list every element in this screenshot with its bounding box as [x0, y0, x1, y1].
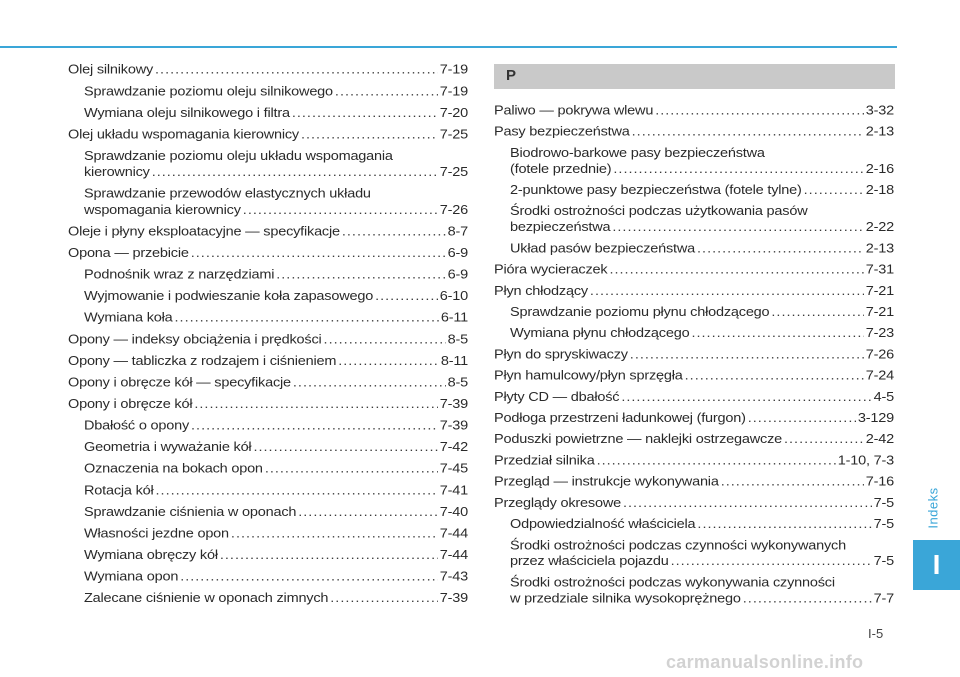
- leader-dots: [155, 62, 438, 78]
- index-entry[interactable]: [494, 453, 894, 469]
- index-entry[interactable]: [68, 148, 468, 180]
- index-entry-page: 7-23: [865, 326, 894, 341]
- index-entry-page: 7-40: [439, 505, 468, 520]
- index-entry-label: Opona — przebicie: [68, 246, 189, 261]
- index-entry-page: 7-16: [865, 475, 894, 490]
- leader-dots: [632, 124, 864, 140]
- index-entry[interactable]: [68, 483, 468, 499]
- index-entry[interactable]: [494, 411, 894, 427]
- index-entry[interactable]: [68, 547, 468, 563]
- index-entry-label: bezpieczeństwa: [510, 220, 611, 235]
- leader-dots: [156, 483, 438, 499]
- leader-dots: [784, 432, 864, 448]
- index-entry-label: Płyn do spryskiwaczy: [494, 347, 628, 362]
- index-entry-page: 8-11: [440, 354, 468, 369]
- index-entry-page: 6-11: [440, 310, 468, 326]
- index-entry-page: 6-9: [447, 246, 468, 261]
- index-entry[interactable]: [68, 526, 468, 542]
- index-entry-page: 7-45: [439, 461, 468, 477]
- index-entry-page: 7-39: [439, 418, 468, 434]
- index-entry-label: Opony i obręcze kół — specyfikacje: [68, 375, 291, 391]
- index-entry[interactable]: [494, 326, 894, 342]
- leader-dots: [276, 267, 445, 283]
- index-entry-label: Sprawdzanie poziomu oleju silnikowego: [84, 84, 333, 99]
- index-entry[interactable]: [494, 241, 894, 257]
- index-entry[interactable]: [494, 124, 894, 140]
- index-entry[interactable]: [68, 267, 468, 283]
- index-entry[interactable]: [494, 368, 894, 384]
- leader-dots: [685, 368, 864, 384]
- leader-dots: [265, 461, 438, 477]
- header-rule: [0, 46, 897, 48]
- index-entry-label: Pióra wycieraczek: [494, 262, 608, 278]
- leader-dots: [597, 453, 836, 469]
- index-entry-label: Własności jezdne opon: [84, 526, 229, 542]
- index-entry-label: Przeglądy okresowe: [494, 496, 621, 511]
- index-entry[interactable]: [68, 590, 468, 606]
- leader-dots: [338, 353, 439, 369]
- index-entry-page: 8-7: [447, 224, 468, 240]
- index-entry-label: Olej układu wspomagania kierownicy: [68, 127, 299, 142]
- index-entry-label: Przedział silnika: [494, 453, 595, 468]
- index-entry[interactable]: [494, 103, 894, 119]
- index-entry-page: 7-41: [439, 483, 468, 498]
- leader-dots: [612, 220, 863, 236]
- leader-dots: [298, 504, 438, 520]
- side-tab-label: [918, 478, 948, 538]
- leader-dots: [180, 569, 438, 585]
- leader-dots: [804, 183, 864, 199]
- index-entry[interactable]: [68, 504, 468, 520]
- leader-dots: [194, 396, 437, 412]
- leader-dots: [671, 554, 872, 570]
- index-entry[interactable]: [68, 127, 468, 143]
- index-entry[interactable]: [494, 204, 894, 236]
- leader-dots: [721, 474, 864, 490]
- index-entry-page: 7-19: [439, 84, 468, 99]
- index-entry-page: 4-5: [873, 390, 894, 405]
- leader-dots: [630, 347, 864, 363]
- index-entry-page: 7-19: [439, 62, 468, 78]
- index-entry-label: Olej silnikowy: [68, 62, 154, 78]
- index-entry[interactable]: [68, 396, 468, 412]
- index-entry[interactable]: [68, 375, 468, 391]
- index-entry-label: Oznaczenia na bokach opon: [84, 461, 263, 477]
- leader-dots: [697, 241, 864, 257]
- index-entry-label: Poduszki powietrzne — naklejki ostrzegawcze: [494, 432, 782, 447]
- index-entry-page: 7-20: [439, 106, 468, 121]
- index-entry-page: 6-9: [447, 267, 468, 283]
- index-entry[interactable]: [68, 461, 468, 477]
- index-entry-label: Geometria i wyważanie kół: [84, 440, 252, 455]
- leader-dots: [330, 590, 437, 606]
- leader-dots: [243, 202, 438, 218]
- index-entry-label: w przedziale silnika wysokoprężnego: [510, 591, 741, 606]
- index-entry-page: 7-5: [873, 554, 894, 569]
- leader-dots: [621, 389, 871, 405]
- index-entry-label: Wymiana oleju silnikowego i filtra: [84, 106, 290, 121]
- index-entry[interactable]: [68, 353, 468, 369]
- side-tab-letter-text: I: [932, 549, 941, 580]
- index-entry[interactable]: [494, 474, 894, 490]
- index-entry-label: Sprawdzanie poziomu płynu chłodzącego: [510, 305, 770, 320]
- index-entry-label-line1: Środki ostrożności podczas czynności wykonywanych: [510, 538, 846, 553]
- index-entry-label: Podłoga przestrzeni ładunkowej (furgon): [494, 411, 746, 426]
- index-entry-page: 7-5: [873, 496, 894, 511]
- index-entry-page: 7-44: [439, 548, 468, 563]
- leader-dots: [691, 326, 863, 342]
- index-entry[interactable]: [68, 186, 468, 218]
- index-entry[interactable]: [68, 332, 468, 348]
- index-entry[interactable]: [494, 262, 894, 278]
- index-entry-label: Opony — indeksy obciążenia i prędkości: [68, 332, 322, 347]
- index-entry-label: Rotacja kół: [84, 483, 154, 498]
- page-number: I-5: [868, 626, 884, 641]
- index-entry-page: 3-32: [865, 103, 894, 119]
- leader-dots: [342, 224, 446, 240]
- index-entry-page: 7-31: [865, 262, 894, 278]
- leader-dots: [609, 262, 863, 278]
- leader-dots: [175, 310, 439, 326]
- leader-dots: [590, 283, 864, 299]
- index-entry-label-line1: Sprawdzanie przewodów elastycznych układu: [84, 186, 371, 202]
- leader-dots: [697, 517, 871, 533]
- index-entry-page: 7-43: [439, 569, 468, 585]
- index-entry-label: przez właściciela pojazdu: [510, 554, 669, 569]
- index-entry-page: 7-42: [439, 440, 468, 455]
- leader-dots: [292, 105, 438, 121]
- index-entry-label: Wymiana płynu chłodzącego: [510, 326, 690, 341]
- index-column-left: [68, 62, 468, 612]
- index-entry-label-line1: Biodrowo-barkowe pasy bezpieczeństwa: [510, 146, 765, 161]
- index-entry-label: (fotele przednie): [510, 162, 612, 177]
- leader-dots: [152, 164, 438, 180]
- index-entry-label: Wymiana opon: [84, 569, 179, 585]
- index-entry[interactable]: [494, 304, 894, 320]
- leader-dots: [301, 127, 438, 143]
- leader-dots: [324, 332, 446, 348]
- index-entry-page: 2-18: [865, 183, 894, 198]
- leader-dots: [335, 84, 438, 100]
- index-entry-page: 7-7: [873, 591, 894, 606]
- index-entry[interactable]: [68, 569, 468, 585]
- index-entry-label: Układ pasów bezpieczeństwa: [510, 241, 696, 256]
- index-entry-label: kierownicy: [84, 165, 150, 180]
- index-entry-label: Płyn chłodzący: [494, 284, 588, 299]
- index-entry[interactable]: [494, 517, 894, 533]
- index-entry-label-line1: Sprawdzanie poziomu oleju układu wspomagania: [84, 149, 393, 164]
- watermark: carmanualsonline.info: [666, 652, 864, 672]
- index-entry-page: 7-25: [439, 165, 468, 180]
- leader-dots: [293, 375, 446, 391]
- index-entry-label: Płyty CD — dbałość: [494, 390, 620, 405]
- index-entry-label-line1: Środki ostrożności podczas użytkowania pasów: [510, 204, 808, 219]
- leader-dots: [253, 439, 437, 455]
- index-entry-page: 7-39: [439, 591, 468, 606]
- index-entry[interactable]: [494, 495, 894, 511]
- index-entry-page: 7-21: [865, 284, 894, 299]
- section-letter: P: [506, 67, 517, 84]
- leader-dots: [231, 526, 438, 542]
- index-entry-page: 7-26: [865, 347, 894, 362]
- index-entry-page: 7-39: [439, 397, 468, 412]
- leader-dots: [220, 547, 438, 563]
- index-entry-label: Dbałość o opony: [84, 418, 190, 434]
- index-entry-label: Wymiana obręczy kół: [84, 548, 218, 563]
- section-header-p: [494, 64, 895, 89]
- leader-dots: [375, 288, 438, 304]
- index-entry-label: Płyn hamulcowy/płyn sprzęgła: [494, 368, 683, 384]
- index-entry-page: 2-16: [865, 162, 894, 177]
- index-entry[interactable]: [494, 145, 894, 177]
- index-entry-page: 2-42: [865, 432, 894, 447]
- index-entry-page: 6-10: [439, 289, 468, 304]
- index-entry[interactable]: [494, 283, 894, 299]
- index-entry-page: 7-24: [865, 368, 894, 384]
- index-entry[interactable]: [68, 418, 468, 434]
- index-entry[interactable]: [68, 84, 468, 100]
- index-entry[interactable]: [68, 439, 468, 455]
- leader-dots: [748, 411, 856, 427]
- index-entry-page: 7-21: [865, 305, 894, 320]
- index-entry-page: 7-26: [439, 203, 468, 218]
- index-entry-page: 7-44: [439, 526, 468, 542]
- index-column-right: [494, 103, 894, 612]
- index-entry-label: Wyjmowanie i podwieszanie koła zapasowego: [84, 289, 374, 304]
- leader-dots: [771, 304, 863, 320]
- index-entry[interactable]: [68, 62, 468, 78]
- index-entry-page: 7-5: [873, 517, 894, 532]
- index-entry-label: Wymiana koła: [84, 310, 173, 326]
- index-entry-page: 1-10, 7-3: [837, 453, 894, 468]
- index-entry[interactable]: [494, 538, 894, 570]
- index-entry-label: Oleje i płyny eksploatacyjne — specyfikacje: [68, 224, 340, 240]
- index-entry-page: 7-25: [439, 127, 468, 142]
- index-entry-label: 2-punktowe pasy bezpieczeństwa (fotele tylne): [510, 183, 802, 198]
- index-entry-label: Opony i obręcze kół: [68, 397, 193, 412]
- index-entry[interactable]: [494, 183, 894, 199]
- index-entry-label: Odpowiedzialność właściciela: [510, 517, 696, 532]
- index-entry-page: 2-13: [865, 125, 894, 140]
- leader-dots: [613, 161, 863, 177]
- index-entry[interactable]: [494, 432, 894, 448]
- index-entry-label: Zalecane ciśnienie w oponach zimnych: [84, 591, 329, 606]
- index-entry[interactable]: [68, 245, 468, 261]
- index-entry-page: 2-22: [865, 220, 894, 235]
- index-entry[interactable]: [68, 288, 468, 304]
- index-entry-page: 8-5: [447, 332, 468, 347]
- leader-dots: [191, 418, 438, 434]
- index-entry[interactable]: [494, 347, 894, 363]
- index-entry-label: Podnośnik wraz z narzędziami: [84, 267, 275, 283]
- index-entry-page: 3-129: [857, 411, 894, 426]
- index-entry[interactable]: [68, 310, 468, 326]
- index-entry-label: wspomagania kierownicy: [84, 203, 241, 218]
- index-entry-page: 2-13: [865, 241, 894, 256]
- side-tab-letter[interactable]: [913, 540, 960, 590]
- index-entry-label: Sprawdzanie ciśnienia w oponach: [84, 505, 297, 520]
- side-tab-text: Indeks: [925, 487, 941, 529]
- index-entry[interactable]: [68, 224, 468, 240]
- leader-dots: [623, 495, 872, 511]
- index-entry[interactable]: [68, 105, 468, 121]
- index-entry-label: Przegląd — instrukcje wykonywania: [494, 475, 719, 490]
- index-entry-label: Paliwo — pokrywa wlewu: [494, 103, 654, 119]
- leader-dots: [191, 245, 446, 261]
- index-entry[interactable]: [494, 389, 894, 405]
- leader-dots: [743, 591, 872, 607]
- index-entry-label: Pasy bezpieczeństwa: [494, 125, 630, 140]
- index-entry-label-line1: Środki ostrożności podczas wykonywania czynności: [510, 575, 835, 590]
- index-entry-page: 8-5: [447, 375, 468, 391]
- index-entry-label: Opony — tabliczka z rodzajem i ciśnieniem: [68, 354, 337, 369]
- index-entry[interactable]: [494, 575, 894, 607]
- leader-dots: [655, 103, 864, 119]
